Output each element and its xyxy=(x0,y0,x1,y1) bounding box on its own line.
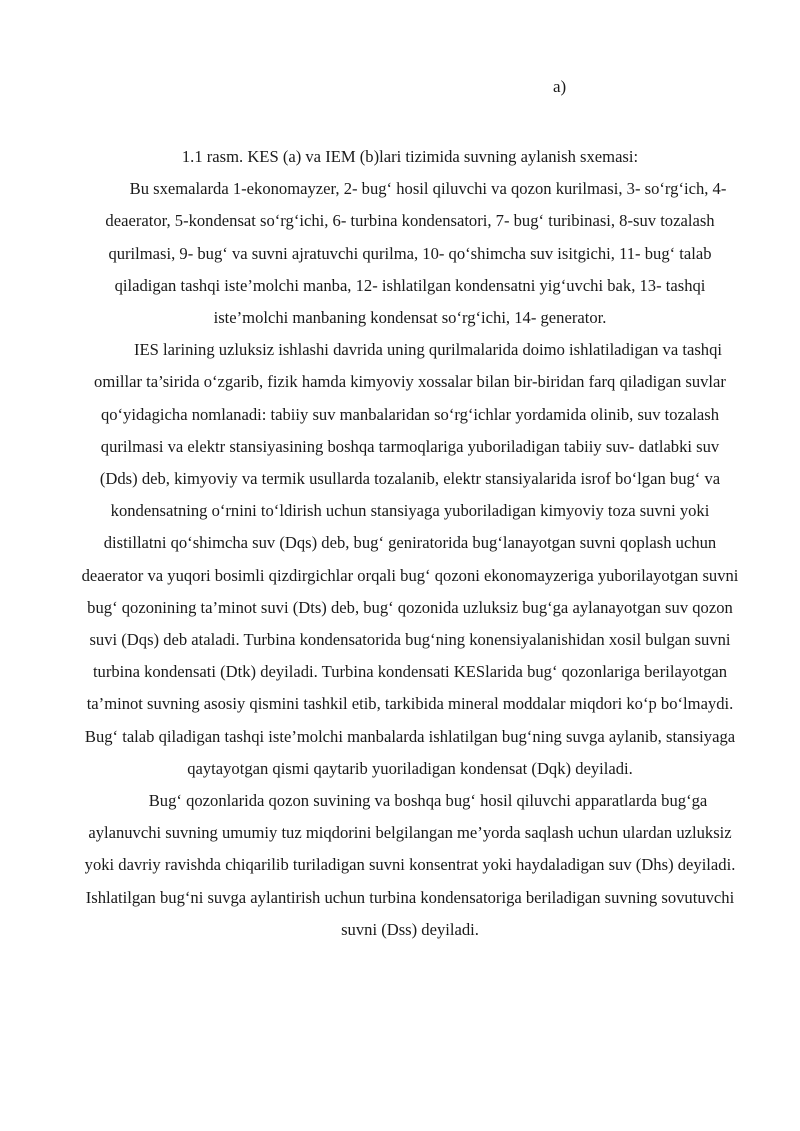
figure-label: a) xyxy=(553,77,567,96)
legend-paragraph: Bu sxemalarda 1-ekonomayzer, 2- bug‘ hosil qiluvchi va qozon kurilmasi, 3- so‘rg‘ich, 4- deaerator, 5-kondensat so‘rg‘ichi, 6- turbina kondensatori, 7- bug‘ turibinasi, 8-suv tozalash qurilmasi, 9- bug‘ va suvni ajratuvchi qurilma, 10- qo‘shimcha suv isitgichi, 11- bug‘ talab qiladigan tashqi iste’molchi manba, 12- ishlatilgan kondensatni yig‘uvchi bak, 13- tashqi iste’molchi manbaning kondensat so‘rg‘ichi, 14- generator. xyxy=(105,179,727,328)
figure-caption: 1.1 rasm. KES (a) va IEM (b)lari tizimida suvning aylanish sxemasi: xyxy=(181,147,639,166)
document-body xyxy=(80,141,740,946)
body-paragraph-water-types: IES larining uzluksiz ishlashi davrida uning qurilmalarida doimo ishlatiladigan va tashqi omillar ta’sirida o‘zgarib, fizik hamda kimyoviy xossalar bilan bir-biridan farq qiladigan suvlar qo‘yidagicha nomlanadi: tabiiy suv manbalaridan so‘rg‘ichlar yordamida olinib, suv tozalash qurilmasi va elektr stansiyasining boshqa tarmoqlariga yuboriladigan tabiiy suv- datlabki suv (Dds) deb, kimyoviy va termik usullarda tozalanib, elektr stansiyalarida isrof bo‘lgan bug‘ va kondensatning o‘rnini to‘ldirish uchun stansiyaga yuboriladigan kimyoviy toza suvni yoki distillatni qo‘shimcha suv (Dqs) deb, bug‘ geniratorida bug‘lanayotgan suvni qoplash uchun deaerator va yuqori bosimli qizdirgichlar orqali bug‘ qozoni ekonomayzeriga yuborilayotgan suvni bug‘ qozonining ta’minot suvi (Dts) deb, bug‘ qozonida uzluksiz bug‘ga aylanayotgan suv qozon suvi (Dqs) deb ataladi. Turbina kondensatorida bug‘ning konensiyalanishidan xosil bulgan suvni turbina kondensati (Dtk) deyiladi. Turbina kondensati KESlarida bug‘ qozonlariga berilayotgan ta’minot suvning asosiy qismini tashkil etib, tarkibida mineral moddalar miqdori ko‘p bo‘lmaydi. Bug‘ talab qiladigan tashqi iste’molchi manbalarda ishlatilgan bug‘ning suvga aylanib, stansiyaga qaytayotgan qismi qaytarib yuoriladigan kondensat (Dqk) deyiladi. xyxy=(81,340,739,778)
body-paragraph-blowdown: Bug‘ qozonlarida qozon suvining va boshqa bug‘ hosil qiluvchi apparatlarda bug‘ga aylanuvchi suvning umumiy tuz miqdorini belgilangan me’yorda saqlash uchun ulardan uzluksiz yoki davriy ravishda chiqarilib turiladigan suvni konsentrat yoki haydaladigan suv (Dhs) deyiladi. Ishlatilgan bug‘ni suvga aylantirish uchun turbina kondensatoriga beriladigan suvning sovutuvchi suvni (Dss) deyiladi. xyxy=(84,791,736,939)
